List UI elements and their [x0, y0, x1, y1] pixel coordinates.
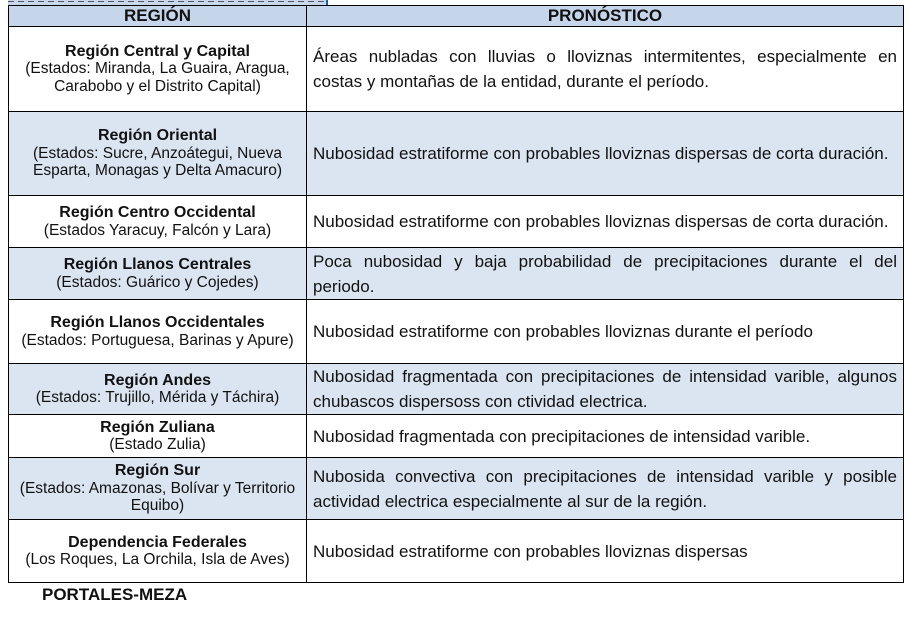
- region-column-header: REGIÓN: [9, 6, 307, 27]
- region-states: (Estados Yaracuy, Falcón y Lara): [43, 221, 272, 239]
- region-name: Región Llanos Occidentales: [50, 314, 265, 331]
- region-name: Región Central y Capital: [65, 42, 250, 60]
- table-row: [9, 458, 904, 520]
- table-header-row: [9, 6, 904, 27]
- table-row: [9, 415, 904, 458]
- region-cell: [9, 300, 307, 364]
- region-name: Dependencia Federales: [68, 533, 247, 551]
- table-row: [9, 364, 904, 415]
- forecast-text: Nubosidad estratiforme con probables lloviznas dispersas: [307, 520, 904, 583]
- region-cell: [9, 415, 307, 458]
- region-cell: [9, 458, 307, 520]
- region-cell: [9, 520, 307, 583]
- forecast-text: Nubosida convectiva con precipitaciones de intensidad varible y posible actividad electrica especialmente al sur de la región.: [307, 458, 904, 520]
- region-name: Región Llanos Centrales: [63, 256, 252, 273]
- region-name: Región Andes: [104, 371, 211, 389]
- forecast-table: [8, 5, 904, 583]
- region-cell: [9, 112, 307, 196]
- forecast-text: Poca nubosidad y baja probabilidad de precipitaciones durante el del periodo.: [307, 248, 904, 300]
- table-row: [9, 196, 904, 248]
- forecast-text: Áreas nubladas con lluvias o lloviznas intermitentes, especialmente en costas y montañas de la entidad, durante el período.: [307, 27, 904, 112]
- table-row: [9, 520, 904, 583]
- region-cell: [9, 364, 307, 415]
- region-name: Región Centro Occidental: [59, 204, 256, 221]
- table-row: [9, 300, 904, 364]
- region-states: (Estados: Amazonas, Bolívar y Territorio Equibo): [19, 479, 296, 515]
- region-cell: [9, 248, 307, 300]
- table-row: [9, 248, 904, 300]
- region-states: (Los Roques, La Orchila, Isla de Aves): [25, 551, 290, 568]
- region-states: (Estados: Guárico y Cojedes): [56, 273, 259, 291]
- region-name: Región Sur: [114, 462, 201, 480]
- forecast-text: Nubosidad estratiforme con probables lloviznas durante el período: [307, 300, 904, 364]
- region-cell: [9, 27, 307, 112]
- region-states: (Estados: Trujillo, Mérida y Táchira): [35, 389, 280, 406]
- forecast-text: Nubosidad fragmentada con precipitaciones de intensidad varible.: [307, 415, 904, 458]
- region-name: Región Oriental: [97, 127, 218, 145]
- region-states: (Estados: Miranda, La Guaira, Aragua, Carabobo y el Distrito Capital): [25, 60, 290, 95]
- region-states: (Estados: Sucre, Anzoátegui, Nueva Esparta, Monagas y Delta Amacuro): [32, 144, 282, 180]
- forecast-text: Nubosidad fragmentada con precipitaciones de intensidad varible, algunos chubascos dispersoss con ctividad electrica.: [307, 364, 904, 415]
- forecast-text: Nubosidad estratiforme con probables lloviznas dispersas de corta duración.: [307, 112, 904, 196]
- footer-author: PORTALES-MEZA: [42, 585, 188, 604]
- table-row: [9, 27, 904, 112]
- table-row: [9, 112, 904, 196]
- forecast-text: Nubosidad estratiforme con probables lloviznas dispersas de corta duración.: [307, 196, 904, 248]
- forecast-column-header: PRONÓSTICO: [307, 6, 904, 27]
- region-cell: [9, 196, 307, 248]
- region-states: (Estados: Portuguesa, Barinas y Apure): [21, 331, 294, 349]
- region-states: (Estado Zulia): [109, 436, 206, 453]
- region-name: Región Zuliana: [100, 418, 215, 436]
